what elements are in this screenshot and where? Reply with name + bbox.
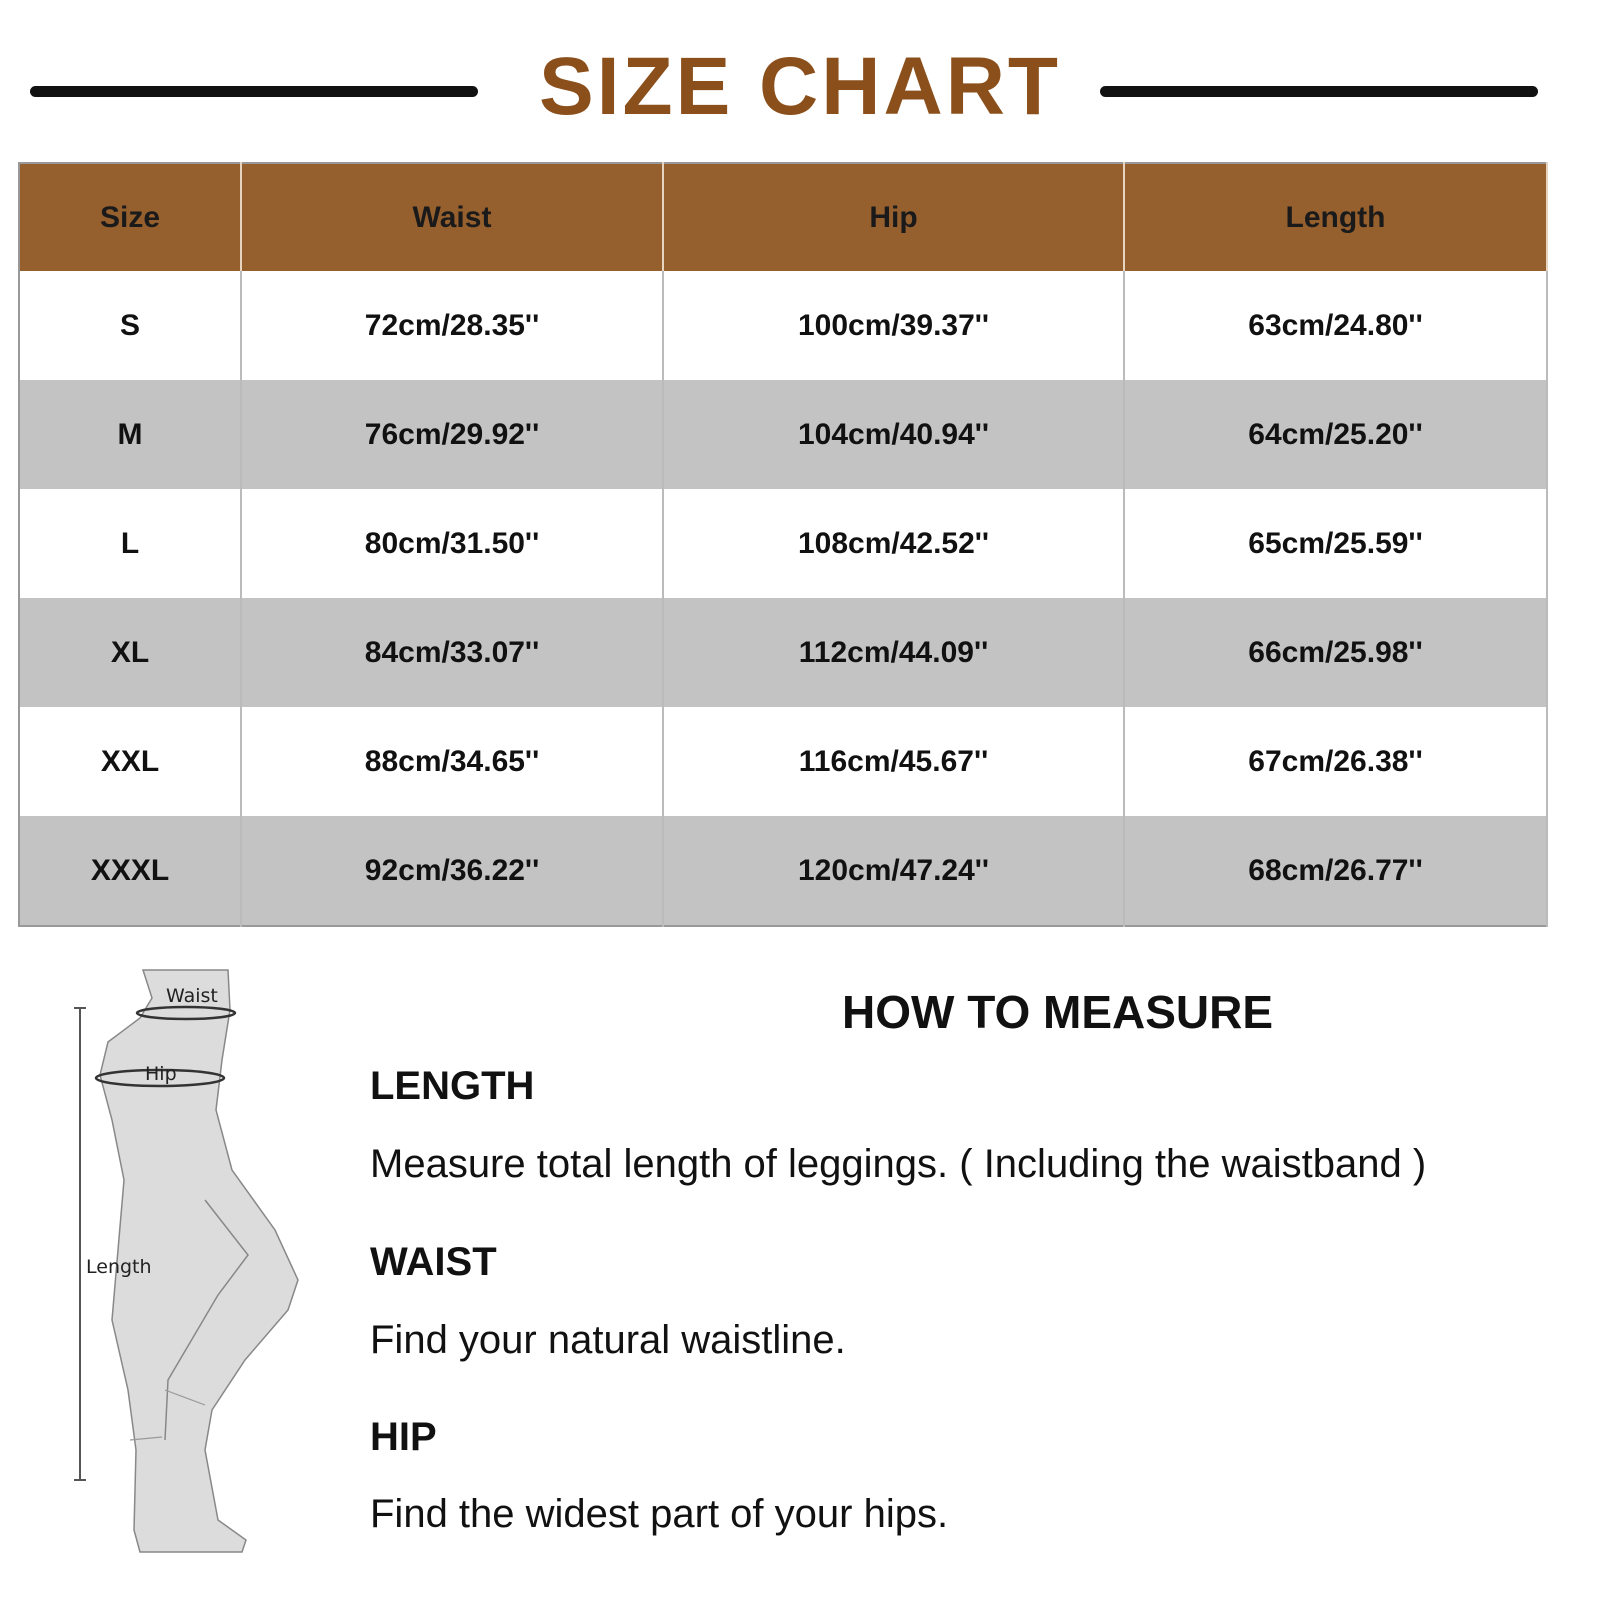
length-text: Measure total length of leggings. ( Including the waistband ) xyxy=(370,1142,1427,1186)
size-table xyxy=(18,162,1548,927)
waist-cell: 88cm/34.65'' xyxy=(241,707,663,816)
length-cell: 63cm/24.80'' xyxy=(1124,271,1547,380)
size-cell: XXXL xyxy=(19,816,241,926)
waist-cell: 76cm/29.92'' xyxy=(241,380,663,489)
size-cell: XL xyxy=(19,598,241,707)
table-row xyxy=(19,707,1547,816)
length-cell: 68cm/26.77'' xyxy=(1124,816,1547,926)
hip-cell: 104cm/40.94'' xyxy=(663,380,1124,489)
header-length: Length xyxy=(1124,163,1547,271)
hip-cell: 120cm/47.24'' xyxy=(663,816,1124,926)
hip-cell: 112cm/44.09'' xyxy=(663,598,1124,707)
waist-cell: 72cm/28.35'' xyxy=(241,271,663,380)
hip-cell: 116cm/45.67'' xyxy=(663,707,1124,816)
size-cell: XXL xyxy=(19,707,241,816)
hip-cell: 108cm/42.52'' xyxy=(663,489,1124,598)
length-cell: 64cm/25.20'' xyxy=(1124,380,1547,489)
hip-text: Find the widest part of your hips. xyxy=(370,1492,949,1536)
length-cell: 65cm/25.59'' xyxy=(1124,489,1547,598)
header-waist: Waist xyxy=(241,163,663,271)
size-cell: S xyxy=(19,271,241,380)
table-row xyxy=(19,816,1547,926)
size-cell: M xyxy=(19,380,241,489)
length-cell: 67cm/26.38'' xyxy=(1124,707,1547,816)
how-to-measure-title: HOW TO MEASURE xyxy=(842,986,1274,1038)
length-cell: 66cm/25.98'' xyxy=(1124,598,1547,707)
length-bar xyxy=(74,1008,86,1480)
hip-cell: 100cm/39.37'' xyxy=(663,271,1124,380)
header-size: Size xyxy=(19,163,241,271)
table-row xyxy=(19,271,1547,380)
page-title: SIZE CHART xyxy=(539,41,1061,132)
length-label: Length xyxy=(86,1256,152,1278)
table-row xyxy=(19,489,1547,598)
length-heading: LENGTH xyxy=(370,1064,535,1108)
hip-heading: HIP xyxy=(370,1415,437,1459)
leggings-figure xyxy=(0,950,340,1600)
table-row xyxy=(19,380,1547,489)
waist-label: Waist xyxy=(166,985,218,1007)
table-header xyxy=(19,163,1547,271)
table-row xyxy=(19,598,1547,707)
waist-heading: WAIST xyxy=(370,1240,497,1284)
waist-cell: 92cm/36.22'' xyxy=(241,816,663,926)
waist-text: Find your natural waistline. xyxy=(370,1318,846,1362)
size-cell: L xyxy=(19,489,241,598)
header-hip: Hip xyxy=(663,163,1124,271)
waist-cell: 84cm/33.07'' xyxy=(241,598,663,707)
waist-cell: 80cm/31.50'' xyxy=(241,489,663,598)
hip-label: Hip xyxy=(145,1063,177,1085)
